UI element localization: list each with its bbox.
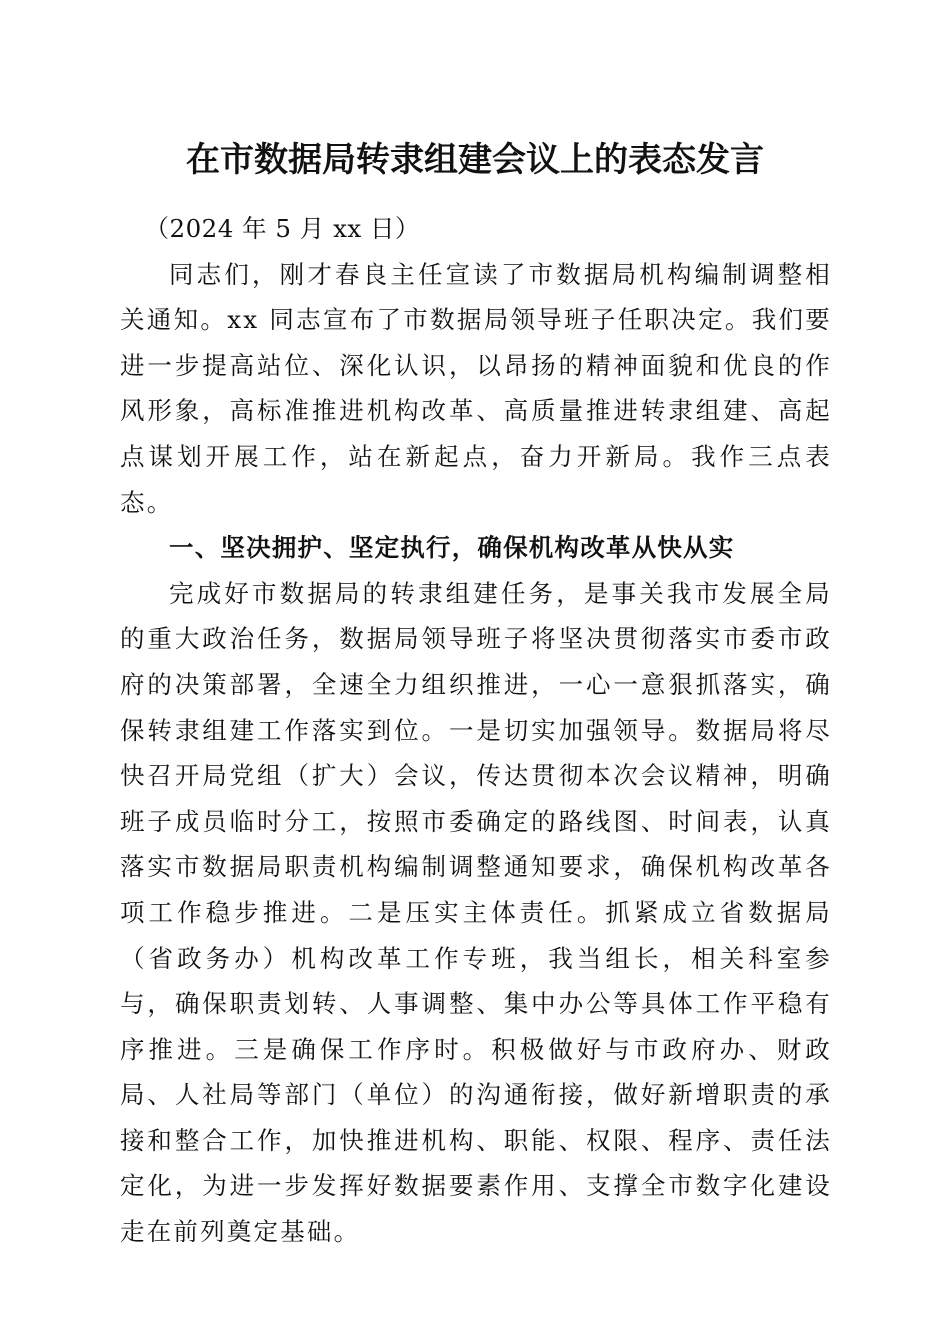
page-title: 在市数据局转隶组建会议上的表态发言 [186, 140, 764, 180]
document-body [120, 206, 832, 1255]
section-heading: 一、坚决拥护、坚定执行，确保机构改革从快从实 [169, 533, 735, 563]
section-paragraph: 完成好市数据局的转隶组建任务，是事关我市发展全局的重大政治任务，数据局领导班子将坚决贯彻落实市委市政府的决策部署，全速全力组织推进，一心一意狠抓落实，确保转隶组建工作落实到位。一是切实加强领导。数据局将尽快召开局党组（扩大）会议，传达贯彻本次会议精神，明确班子成员临时分工，按照市委确定的路线图、时间表，认真落实市数据局职责机构编制调整通知要求，确保机构改革各项工作稳步推进。二是压实主体责任。抓紧成立省数据局（省政务办）机构改革工作专班，我当组长，相关科室参与，确保职责划转、人事调整、集中办公等具体工作平稳有序推进。三是确保工作序时。积极做好与市政府办、财政局、人社局等部门（单位）的沟通衔接，做好新增职责的承接和整合工作，加快推进机构、职能、权限、程序、责任法定化，为进一步发挥好数据要素作用、支撑全市数字化建设走在前列奠定基础。 [120, 578, 832, 1247]
intro-paragraph: 同志们，刚才春良主任宣读了市数据局机构编制调整相关通知。xx 同志宣布了市数据局领导班子任职决定。我们要进一步提高站位、深化认识，以昂扬的精神面貌和优良的作风形象，高标准推进机构改革、高质量推进转隶组建、高起点谋划开展工作，站在新起点，奋力开新局。我作三点表态。 [120, 259, 832, 517]
date-line: （2024 年 5 月 xx 日） [144, 214, 421, 243]
